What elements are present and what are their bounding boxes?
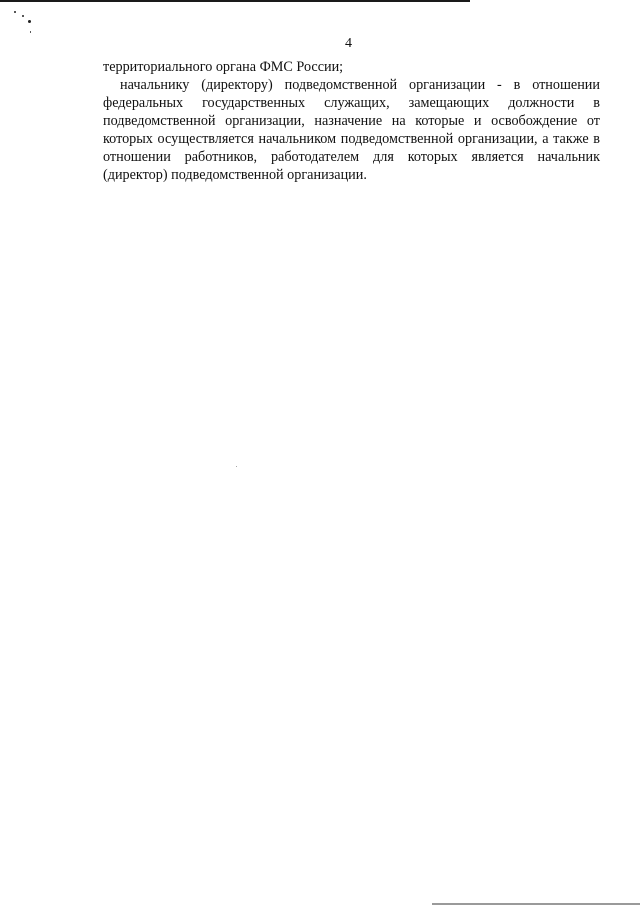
scan-speck (236, 466, 237, 467)
paragraph-subordinate-head: начальнику (директору) подведомственной организации - в отношении федеральных государственных служащих, замещающих должности в подведомственной организации, назначение на которые и освобождение от которых осуществляется начальником подведомственной организации, а также в отношении работников, работодателем для которых является начальник (директор) подведомственной организации. (103, 77, 600, 183)
document-body (103, 58, 600, 184)
scan-speck (14, 11, 16, 13)
scan-speck (30, 31, 31, 33)
scan-top-edge (0, 0, 470, 2)
scan-speck (28, 20, 31, 23)
scan-speck (22, 15, 24, 17)
paragraph-territorial-body: территориального органа ФМС России; (103, 59, 344, 75)
page-number: 4 (345, 36, 352, 51)
